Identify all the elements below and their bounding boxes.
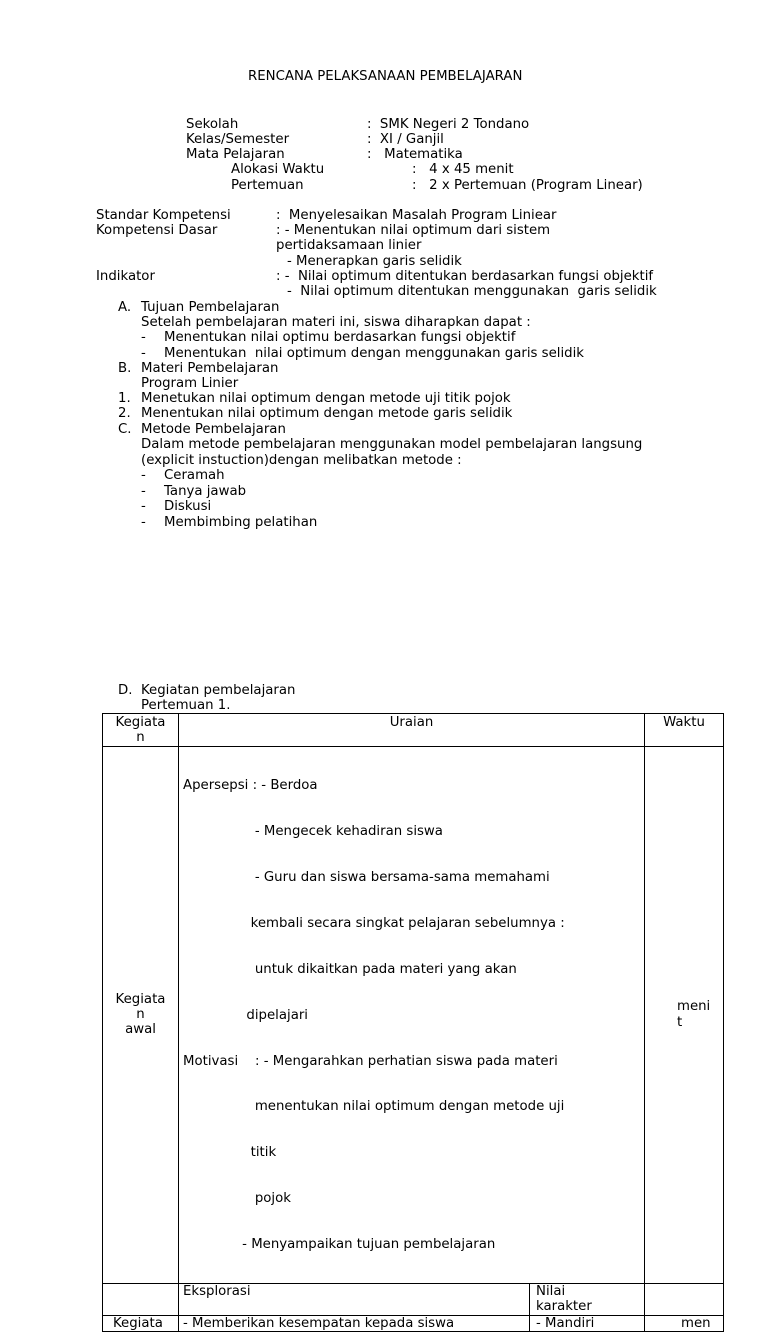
nilai-karakter-line-1: Nilai [536, 1283, 566, 1299]
awal-line: untuk dikaitkan pada materi yang akan [183, 961, 517, 977]
section-b-item-2: Menentukan nilai optimum dengan metode garis selidik [141, 406, 513, 421]
section-b-heading: Materi Pembelajaran [141, 361, 279, 376]
kd-line-1: : - Menentukan nilai optimum dari sistem [276, 223, 551, 238]
bullet-dash: - [141, 468, 146, 483]
awal-line: dipelajari [183, 1007, 309, 1023]
awal-uraian-cell [179, 746, 645, 1283]
awal-line: pojok [183, 1191, 291, 1207]
awal-line: titik [183, 1145, 277, 1161]
bullet-dash: - [141, 515, 146, 530]
section-b-item-1-number: 1. [118, 391, 131, 406]
section-b-item-2-number: 2. [118, 406, 131, 421]
section-c-item-4: Membimbing pelatihan [164, 515, 318, 530]
table-header-row [103, 714, 724, 747]
section-d-marker: D. [118, 683, 133, 698]
sk-label: Standar Kompetensi [96, 208, 231, 223]
alokasi-value: : 4 x 45 menit [412, 162, 514, 177]
eksplorasi-cell [179, 1283, 530, 1315]
mapel-label: Mata Pelajaran [186, 147, 285, 162]
section-a-item-2: Menentukan nilai optimum dengan menggunakan garis selidik [164, 346, 584, 361]
inti-waktu: men [681, 1315, 711, 1331]
document-title: RENCANA PELAKSANAAN PEMBELAJARAN [248, 69, 523, 84]
awal-line: - Menyampaikan tujuan pembelajaran [183, 1237, 496, 1253]
awal-waktu-line-2: t [677, 1014, 683, 1030]
header-waktu-cell [645, 714, 724, 747]
section-a-item-1: Menentukan nilai optimu berdasarkan fungsi objektif [164, 330, 516, 345]
section-c-item-2: Tanya jawab [164, 484, 247, 499]
kd-line-2: pertidaksamaan linier [276, 238, 422, 253]
inti-uraian-cell [179, 1315, 530, 1331]
awal-line: - Guru dan siswa bersama-sama memahami [183, 869, 550, 885]
eksplorasi-empty-cell [103, 1283, 179, 1315]
awal-waktu-cell [645, 746, 724, 1283]
inti-uraian: - Memberikan kesempatan kepada siswa [183, 1315, 455, 1331]
section-c-item-1: Ceramah [164, 468, 225, 483]
pertemuan-value: : 2 x Pertemuan (Program Linear) [412, 178, 643, 193]
indikator-label: Indikator [96, 269, 155, 284]
sk-value: : Menyelesaikan Masalah Program Liniear [276, 208, 557, 223]
table-row-eksplorasi [103, 1283, 724, 1315]
inti-label-cell [103, 1315, 179, 1331]
header-kegiatan-line-1: Kegiata [115, 715, 166, 730]
inti-nilai: - Mandiri [536, 1315, 595, 1331]
sekolah-label: Sekolah [186, 117, 239, 132]
section-d-heading: Kegiatan pembelajaran [141, 683, 296, 698]
awal-label-line-2: n [136, 1007, 145, 1023]
bullet-dash: - [141, 330, 146, 345]
table-row-inti [103, 1315, 724, 1331]
kd-label: Kompetensi Dasar [96, 223, 218, 238]
section-a-marker: A. [118, 300, 132, 315]
awal-line: Apersepsi : - Berdoa [183, 778, 318, 794]
eksplorasi-label: Eksplorasi [183, 1283, 251, 1299]
mapel-value: : Matematika [367, 147, 463, 162]
awal-waktu-line-1: meni [677, 999, 711, 1015]
awal-label-line-3: awal [125, 1022, 156, 1038]
indikator-line-2: - Nilai optimum ditentukan menggunakan garis selidik [287, 284, 657, 299]
header-waktu: Waktu [663, 715, 705, 730]
header-kegiatan-line-2: n [136, 730, 145, 746]
table-row-awal [103, 746, 724, 1283]
section-a-intro: Setelah pembelajaran materi ini, siswa diharapkan dapat : [141, 315, 531, 330]
section-d-subheading: Pertemuan 1. [141, 698, 231, 713]
nilai-karakter-line-2: karakter [536, 1299, 592, 1315]
section-c-marker: C. [118, 422, 132, 437]
header-uraian-cell [179, 714, 645, 747]
kegiatan-table [102, 713, 724, 1332]
bullet-dash: - [141, 499, 146, 514]
kelas-value: : XI / Ganjil [367, 132, 444, 147]
kelas-label: Kelas/Semester [186, 132, 290, 147]
header-kegiatan-cell [103, 714, 179, 747]
awal-line: Motivasi : - Mengarahkan perhatian siswa pada materi [183, 1053, 558, 1069]
nilai-karakter-cell [530, 1283, 645, 1315]
awal-label-line-1: Kegiata [115, 991, 166, 1007]
awal-line: - Mengecek kehadiran siswa [183, 824, 443, 840]
inti-waktu-cell [645, 1315, 724, 1331]
section-c-item-3: Diskusi [164, 499, 212, 514]
bullet-dash: - [141, 346, 146, 361]
bullet-dash: - [141, 484, 146, 499]
section-b-subheading: Program Linier [141, 376, 239, 391]
pertemuan-label: Pertemuan [231, 178, 304, 193]
indikator-line-1: : - Nilai optimum ditentukan berdasarkan fungsi objektif [276, 269, 654, 284]
eksplorasi-waktu-cell [645, 1283, 724, 1315]
section-b-item-1: Menetukan nilai optimum dengan metode uji titik pojok [141, 391, 511, 406]
section-a-heading: Tujuan Pembelajaran [141, 300, 280, 315]
awal-line: menentukan nilai optimum dengan metode uji [183, 1099, 565, 1115]
section-b-marker: B. [118, 361, 132, 376]
inti-nilai-cell [530, 1315, 645, 1331]
section-c-line-2: (explicit instuction)dengan melibatkan metode : [141, 453, 462, 468]
section-c-line-1: Dalam metode pembelajaran menggunakan model pembelajaran langsung [141, 437, 643, 452]
sekolah-value: : SMK Negeri 2 Tondano [367, 117, 530, 132]
awal-line: kembali secara singkat pelajaran sebelumnya : [183, 915, 565, 931]
alokasi-label: Alokasi Waktu [231, 162, 325, 177]
awal-label-cell [103, 746, 179, 1283]
header-uraian: Uraian [389, 715, 434, 730]
kd-line-3: - Menerapkan garis selidik [287, 254, 462, 269]
inti-label: Kegiata [113, 1315, 163, 1331]
section-c-heading: Metode Pembelajaran [141, 422, 286, 437]
